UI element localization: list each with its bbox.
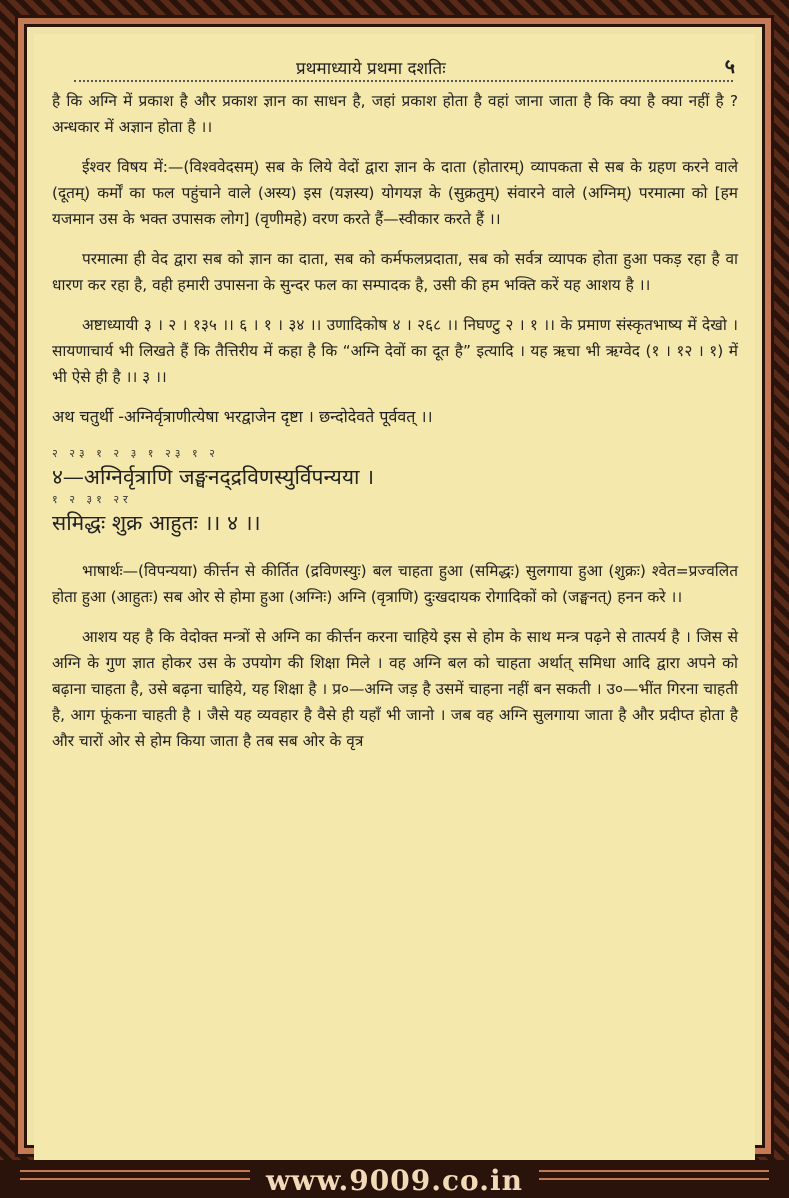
page-number: ५ (724, 54, 735, 78)
website-link[interactable]: www.9009.co.in (266, 1164, 523, 1197)
header-rule (74, 80, 733, 82)
paragraph-1: है कि अग्नि में प्रकाश है और प्रकाश ज्ञान का साधन है, जहां प्रकाश होता है वहां जाना जाता है कि क्या है क्या नहीं है ? अन्धकार में अज्ञान होता है ।। (52, 92, 738, 136)
mantra-accents-1: २ २३ १ २ ३ १ २३ १ २ (52, 447, 219, 460)
page-body (52, 88, 738, 768)
book-page (34, 34, 755, 1160)
mantra (52, 448, 738, 540)
paragraph-6: आशय यह है कि वेदोक्त मन्त्रों से अग्नि का कीर्त्तन करना चाहिये इस से होम के साथ मन्त्र पढ़ने से तात्पर्य है । जिस से अग्नि के गुण ज्ञात होकर उस के उपयोग की शिक्षा मिले । वह अग्नि बल को चाहता अर्थात् समिधा आदि द्वारा अपने को बढ़ाना चाहता है, उसे बढ़ना चाहिये, यह शिक्षा है । प्र०—अग्नि जड़ है उसमें चाहना नहीं बन सकती । उ०—भींत गिरना चाहती है, आग फूंकना चाहती है । जैसे यह व्यवहार है वैसे ही यहाँ भी जानो । जब वह अग्नि सुलगाया जाता है और प्रदीप्त होता है और चारों ओर से होम किया जाता है तब सब ओर के वृत्र (52, 628, 738, 750)
mantra-accents-2: १ २ ३१ २र (52, 493, 132, 506)
page-title: प्रथमाध्याये प्रथमा दशतिः (296, 59, 446, 79)
mantra-line-1: ४—अग्निर्वृत्राणि जङ्घनद्द्रविणस्युर्विपन्यया । (52, 465, 375, 489)
mantra-line-2: समिद्धः शुक्र आहुतः ।। ४ ।। (52, 511, 261, 535)
paragraph-5: भाषार्थः—(विपन्यया) कीर्त्तन से कीर्तित (द्रविणस्युः) बल चाहता हुआ (समिद्धः) सुलगाया हुआ (शुक्रः) श्वेत=प्रज्वलित होता हुआ (आहुतः) सब ओर से होमा हुआ (अग्निः) अग्नि (वृत्राणि) दुःखदायक रोगादिकों को (जङ्घनत्) हनन करे ।। (52, 562, 738, 606)
paragraph-2: ईश्वर विषय में:—(विश्ववेदसम्) सब के लिये वेदों द्वारा ज्ञान के दाता (होतारम्) व्यापकता से सब के ग्रहण करने वाले (दूतम्) कर्मों का फल पहुंचाने वाले (अस्य) इस (यज्ञस्य) योगयज्ञ के (सुक्रतुम्) संवारने वाले (अग्निम्) परमात्मा को [हम यजमान उस के भक्त उपासक लोग] (वृणीमहे) वरण करते हैं—स्वीकार करते हैं ।। (52, 158, 738, 228)
paragraph-3: परमात्मा ही वेद द्वारा सब को ज्ञान का दाता, सब को कर्मफलप्रदाता, सब को सर्वत्र व्यापक होता हुआ पकड़ रहा है वा धारण कर रहा है, वही हमारी उपासना के सुन्दर फल का सम्पादक है, उसी की हम भक्ति करें यह आशय है ।। (52, 250, 738, 294)
verse-intro: अथ चतुर्थी -अग्निर्वृत्राणीत्येषा भरद्वाजेन दृष्टा । छन्दोदेवते पूर्ववत् ।। (52, 407, 433, 426)
paragraph-4: अष्टाध्यायी ३ । २ । १३५ ।। ६ । १ । ३४ ।। उणादिकोष ४ । २६८ ।। निघण्टु २ । १ ।। के प्रमाण संस्कृतभाष्य में देखो । सायणाचार्य भी लिखते हैं कि तैत्तिरीय में कहा है कि “अग्नि देवों का दूत है” इत्यादि । यह ऋचा भी ऋग्वेद (१ । १२ । १) में भी ऐसे ही है ।। ३ ।। (52, 316, 738, 386)
page-header (34, 50, 755, 80)
